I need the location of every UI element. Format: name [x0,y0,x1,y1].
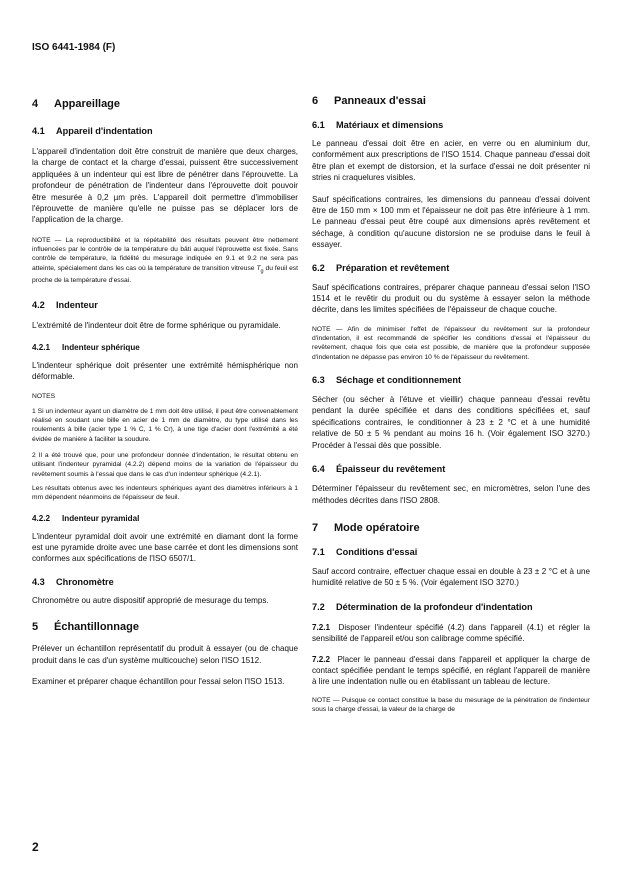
paragraph: Prélever un échantillon représentatif du produit à essayer (ou de chaque produit dans le cas d'un système multicouche) selon l'ISO 1512. [32,644,298,665]
left-column [32,90,298,687]
paragraph-number: 7.2.1 [312,622,331,632]
document-header: ISO 6441-1984 (F) [32,42,116,53]
subsubsection-heading: 4.2.1 Indenteur sphérique [32,343,140,353]
paragraph: Sécher (ou sécher à l'étuve et vieillir) chaque panneau d'essai revêtu pendant la durée spécifiée et dans des conditions spécifiées et, sauf spécifications contraires, le conditionner à 23 ± 2 °C et à une humidité relative de 50 ± 5 % pendant au moins 16 h. (Voir également ISO 3270.) Procéder à l'essai dès que possible. [312,395,590,450]
paragraph: Déterminer l'épaisseur du revêtement sec, en micromètres, selon l'une des méthodes décrites dans l'ISO 2808. [312,484,590,505]
section-heading: 5 Échantillonnage [32,621,139,634]
subsection-heading: 6.4 Épaisseur du revêtement [312,464,446,475]
paragraph: L'indenteur pyramidal doit avoir une extrémité en diamant dont la forme est une pyramide droite avec une base carrée et dont les dimensions sont conformes aux spécifications de l'ISO 6507/1. [32,531,298,564]
paragraph: 7.2.2 Placer le panneau d'essai dans l'appareil et appliquer la charge de contact spécifiée pendant le temps spécifié, en réglant l'appareil de manière à lire une indentation nulle ou en établissant un tableau de lecture. [312,654,590,687]
subsection-heading: 6.1 Matériaux et dimensions [312,120,444,130]
subsection-heading: 7.2 Détermination de la profondeur d'indentation [312,601,533,612]
section-heading: 4 Appareillage [32,98,121,110]
paragraph: Sauf accord contraire, effectuer chaque essai en double à 23 ± 2 °C et à une humidité relative de 50 ± 5 %. (Voir également ISO 3270.) [312,566,590,588]
notes-label: NOTES [32,392,56,400]
right-column [312,90,590,714]
subsection-heading: 4.3 Chronomètre [32,576,114,587]
note: NOTE — Puisque ce contact constitue la base du mesurage de la pénétration de l'indenteur sous la charge d'essai, la valeur de la charge de [312,696,590,714]
subsection-heading: 7.1 Conditions d'essai [312,546,418,557]
paragraph: L'appareil d'indentation doit être construit de manière que deux charges, la charge de contact et la charge d'essai, puissent être successivement appliquées à un indenteur qui est libre de pénétrer dans l'éprouvette. La profondeur de pénétration de l'indenteur dans l'éprouvette doit pouvoir être mesurée à 0,2 µm près. L'appareil doit permettre d'immobiliser l'éprouvette de manière qu'elle ne puisse pas se déplacer lors de l'application de la charge. [32,147,298,225]
subsubsection-heading: 4.2.2 Indenteur pyramidal [32,513,140,523]
paragraph: Examiner et préparer chaque échantillon pour l'essai selon l'ISO 1513. [32,676,285,686]
paragraph: L'indenteur sphérique doit présenter une extrémité hémisphérique non déformable. [32,361,298,382]
note: NOTE — Afin de minimiser l'effet de l'épaisseur du revêtement sur la profondeur d'indentation, il est recommandé de spécifier les conditions d'essai et l'épaisseur du revêtement, chaque fois que cela est possible, de manière que la profondeur supposée d'indentation ne dépasse pas environ 10 % de l'épaisseur du revêtement. [312,325,590,361]
subsection-heading: 4.2 Indenteur [32,299,98,310]
paragraph: Le panneau d'essai doit être en acier, en verre ou en aluminium dur, conformément aux prescriptions de l'ISO 1514. Chaque panneau d'essai doit être plan et exempt de distorsion, et la surface d'essai ne doit présenter ni stries ni craquelures visibles. [312,139,590,183]
note: NOTE — La reproductibilité et la répétabilité des résultats peuvent être nettement influencées par le contrôle de la température du bâti auquel l'éprouvette est fixée. Sans contrôle de température, la fidélité du mesurage indiquée en 9.1 et 9.2 ne sera pas atteinte, spécialement dans les cas où la température de transition vitreuse $T_g$ du feuil est proche de la température d'essai. [32,236,298,285]
section-heading: 6 Panneaux d'essai [312,95,426,107]
subsection-heading: 6.2 Préparation et revêtement [312,262,450,273]
note: 2 Il a été trouvé que, pour une profondeur donnée d'indentation, le résultat obtenu en utilisant l'indenteur pyramidal (4.2.2) dépend moins de la variation de l'épaisseur du revêtement soumis à l'essai que dans le cas d'un indenteur sphérique (4.2.1). [32,452,298,478]
paragraph: L'extrémité de l'indenteur doit être de forme sphérique ou pyramidale. [32,320,281,330]
note: Les résultats obtenus avec les indenteurs sphériques ayant des diamètres inférieurs à 1 mm dépendent néanmoins de l'épaisseur de feuil. [32,484,298,502]
subsection-heading: 4.1 Appareil d'indentation [32,126,153,136]
note: 1 Si un indenteur ayant un diamètre de 1 mm doit être utilisé, il peut être convenablement réalisé en soudant une bille en acier de 1 mm de diamètre, du type utilisé dans les roulements à bille (acier type 1 % C, 1 % Cr), à une tige d'acier dont l'extrémité a été évidée de manière à faciliter la soudure. [32,407,298,443]
paragraph-number: 7.2.2 [312,654,331,664]
section-heading: 7 Mode opératoire [312,521,420,534]
subsection-heading: 6.3 Séchage et conditionnement [312,375,462,386]
paragraph: Sauf spécifications contraires, les dimensions du panneau d'essai doivent être de 150 mm × 100 mm et l'épaisseur ne doit pas être inférieure à 1 mm. Le panneau d'essai peut être coupé aux dimensions après revêtement et séchage, à condition qu'aucune distorsion ne se produise dans le feuil à essayer. [312,194,590,250]
page-number: 2 [32,840,39,854]
paragraph: Sauf spécifications contraires, préparer chaque panneau d'essai selon l'ISO 1514 et le revêtir du produit ou du système à essayer selon la méthode décrite, dans les limites spécifiées de l'épaisseur de chaque couche. [312,282,590,315]
paragraph: Chronomètre ou autre dispositif approprié de mesurage du temps. [32,595,269,605]
paragraph: 7.2.1 Disposer l'indenteur spécifié (4.2) dans l'appareil (4.1) et régler la sensibilité de l'appareil et/ou son calibrage comme spécifié. [312,622,590,644]
